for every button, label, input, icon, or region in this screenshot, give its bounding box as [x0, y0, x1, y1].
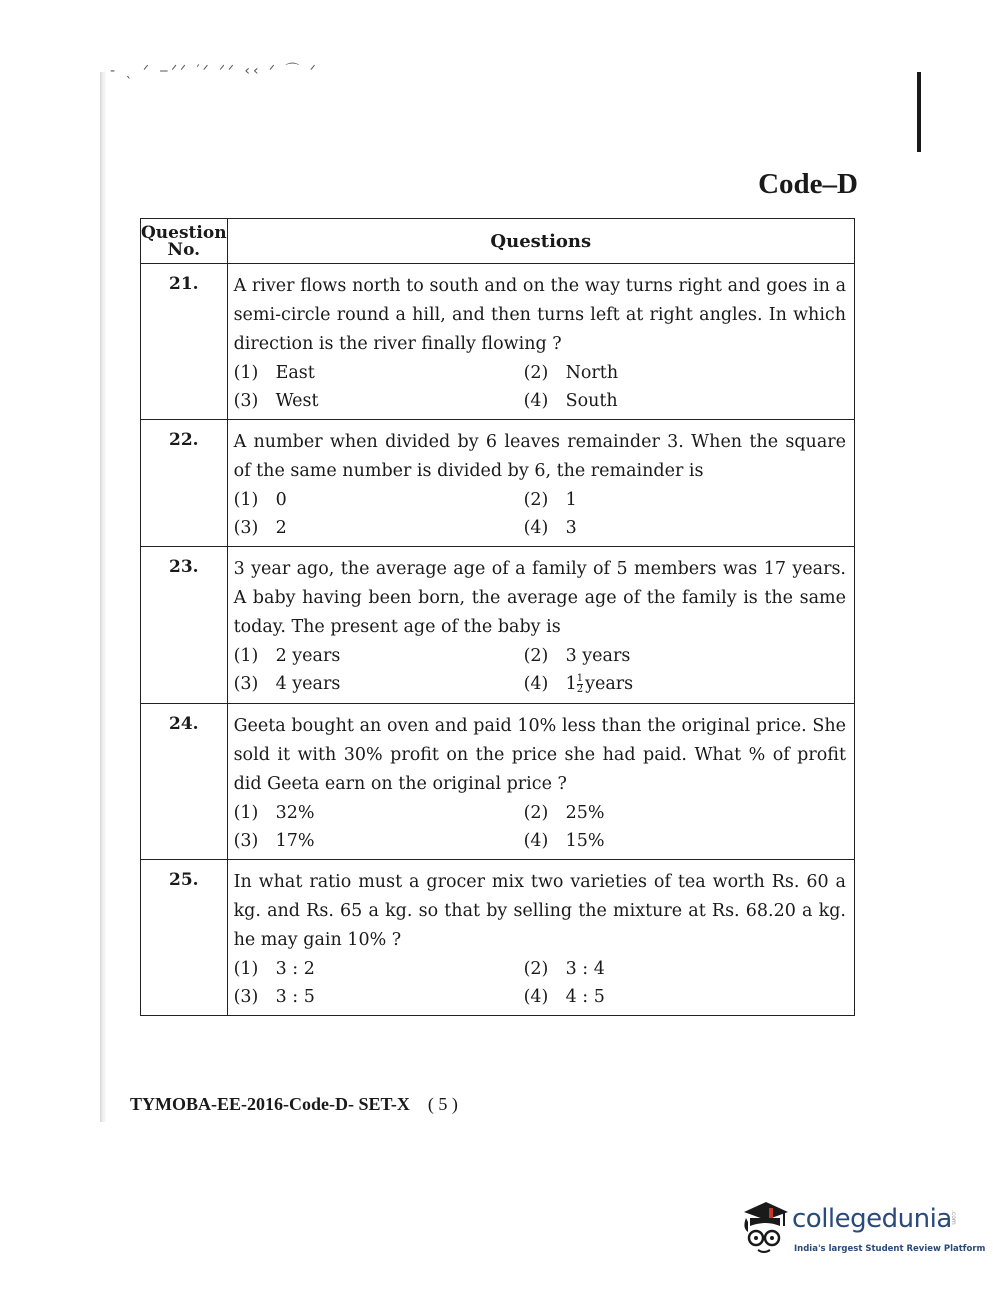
option-text-mixed-fraction [566, 674, 634, 695]
question-number: 21. [141, 264, 228, 420]
option-number: (4) [523, 391, 549, 411]
footer-page-number: ( 5 ) [427, 1094, 458, 1114]
option-number: (3) [233, 987, 259, 1007]
question-body [227, 547, 854, 704]
logo-tagline: India's largest Student Review Platform [794, 1244, 986, 1254]
option-4 [524, 987, 846, 1007]
option-number: (4) [523, 518, 549, 538]
option-text: 3 years [565, 646, 631, 666]
question-text: Geeta bought an oven and paid 10% less than the original price. She sold it with 30% profit on the price she had paid. What % of profit did Geeta earn on the original price ? [233, 716, 846, 794]
question-row-21 [141, 264, 855, 420]
option-number: (1) [233, 803, 259, 823]
option-text: South [565, 391, 618, 411]
question-body [227, 704, 854, 860]
question-row-23 [141, 547, 855, 704]
question-text: In what ratio must a grocer mix two varieties of tea worth Rs. 60 a kg. and Rs. 65 a kg. so that by selling the mixture at Rs. 68.20 a kg. he may gain 10% ? [233, 872, 846, 950]
column-header-number-line1: Question [141, 223, 227, 243]
options-list [234, 803, 846, 851]
fraction-denominator: 2 [576, 684, 584, 695]
option-2 [524, 959, 846, 979]
options-list [234, 363, 846, 411]
mascot-icon [736, 1198, 792, 1258]
option-number: (3) [233, 674, 259, 694]
fraction-numerator: 1 [576, 673, 584, 684]
page-code-title: Code–D [758, 168, 858, 200]
option-4 [524, 391, 846, 411]
question-row-22 [141, 420, 855, 547]
logo-wordmark: collegedunia [792, 1204, 952, 1234]
page-footer [130, 1094, 458, 1115]
question-number: 22. [141, 420, 228, 547]
footer-paper-code: TYMOBA-EE-2016-Code-D- SET-X [130, 1094, 410, 1114]
scan-edge-mark [917, 72, 921, 152]
option-2 [524, 490, 846, 510]
option-text: 25% [565, 803, 605, 823]
option-number: (2) [523, 959, 549, 979]
question-body [227, 420, 854, 547]
option-4 [524, 831, 846, 851]
option-4 [524, 674, 846, 695]
option-text: North [565, 363, 619, 383]
column-header-number-line2: No. [167, 240, 201, 260]
option-text: 3 [565, 518, 577, 538]
option-1 [234, 803, 524, 823]
option-text: 3 : 2 [275, 959, 315, 979]
option-1 [234, 959, 524, 979]
option-text: 2 years [275, 646, 341, 666]
option-number: (2) [523, 363, 549, 383]
fraction [577, 674, 583, 695]
faint-scribble: - ˎ ᐟ ‒ᐟᐟ ′ᐟ ᐟᐟ ‹‹ ᐟ ⌒ ᐟ [110, 63, 319, 79]
option-3 [234, 518, 524, 538]
collegedunia-logo[interactable] [736, 1198, 986, 1262]
option-text: 3 : 5 [275, 987, 315, 1007]
question-body [227, 264, 854, 420]
option-number: (4) [523, 987, 549, 1007]
column-header-number [141, 219, 228, 264]
option-4 [524, 518, 846, 538]
option-number: (3) [233, 518, 259, 538]
option-text: East [275, 363, 315, 383]
options-list [234, 646, 846, 695]
option-3 [234, 831, 524, 851]
option-text: West [275, 391, 319, 411]
question-text: 3 year ago, the average age of a family of 5 members was 17 years. A baby having been born, the average age of the family is the same today. The present age of the baby is [233, 559, 846, 637]
options-list [234, 490, 846, 538]
option-1 [234, 646, 524, 666]
options-list [234, 959, 846, 1007]
option-2 [524, 803, 846, 823]
option-number: (1) [233, 959, 259, 979]
option-text: 2 [275, 518, 287, 538]
option-text: 4 : 5 [565, 987, 605, 1007]
option-number: (4) [523, 674, 549, 694]
question-row-25 [141, 860, 855, 1016]
option-text: 32% [275, 803, 315, 823]
option-number: (3) [233, 391, 259, 411]
option-text: 1 [565, 490, 577, 510]
option-2 [524, 646, 846, 666]
option-text: years [585, 674, 634, 694]
option-3 [234, 674, 524, 695]
logo-domain: .com [950, 1210, 957, 1225]
table-header-row [141, 219, 855, 264]
option-number: (2) [523, 490, 549, 510]
question-text: A number when divided by 6 leaves remainder 3. When the square of the same number is divided by 6, the remainder is [233, 432, 846, 481]
option-1 [234, 363, 524, 383]
option-3 [234, 391, 524, 411]
option-number: (1) [233, 646, 259, 666]
option-1 [234, 490, 524, 510]
option-text: 0 [275, 490, 287, 510]
question-table [140, 218, 855, 1016]
option-3 [234, 987, 524, 1007]
option-text: 17% [275, 831, 315, 851]
question-body [227, 860, 854, 1016]
option-text: 4 years [275, 674, 341, 694]
question-number: 23. [141, 547, 228, 704]
fraction-whole: 1 [565, 674, 577, 694]
option-number: (1) [233, 363, 259, 383]
option-number: (2) [523, 646, 549, 666]
option-number: (4) [523, 831, 549, 851]
column-header-questions: Questions [227, 219, 854, 264]
question-number: 24. [141, 704, 228, 860]
question-number: 25. [141, 860, 228, 1016]
question-row-24 [141, 704, 855, 860]
option-2 [524, 363, 846, 383]
question-text: A river flows north to south and on the way turns right and goes in a semi-circle round a hill, and then turns left at right angles. In which direction is the river finally flowing ? [233, 276, 846, 354]
option-text: 3 : 4 [565, 959, 605, 979]
option-number: (1) [233, 490, 259, 510]
option-number: (2) [523, 803, 549, 823]
option-number: (3) [233, 831, 259, 851]
option-text: 15% [565, 831, 605, 851]
scan-edge-shadow [100, 72, 106, 1122]
